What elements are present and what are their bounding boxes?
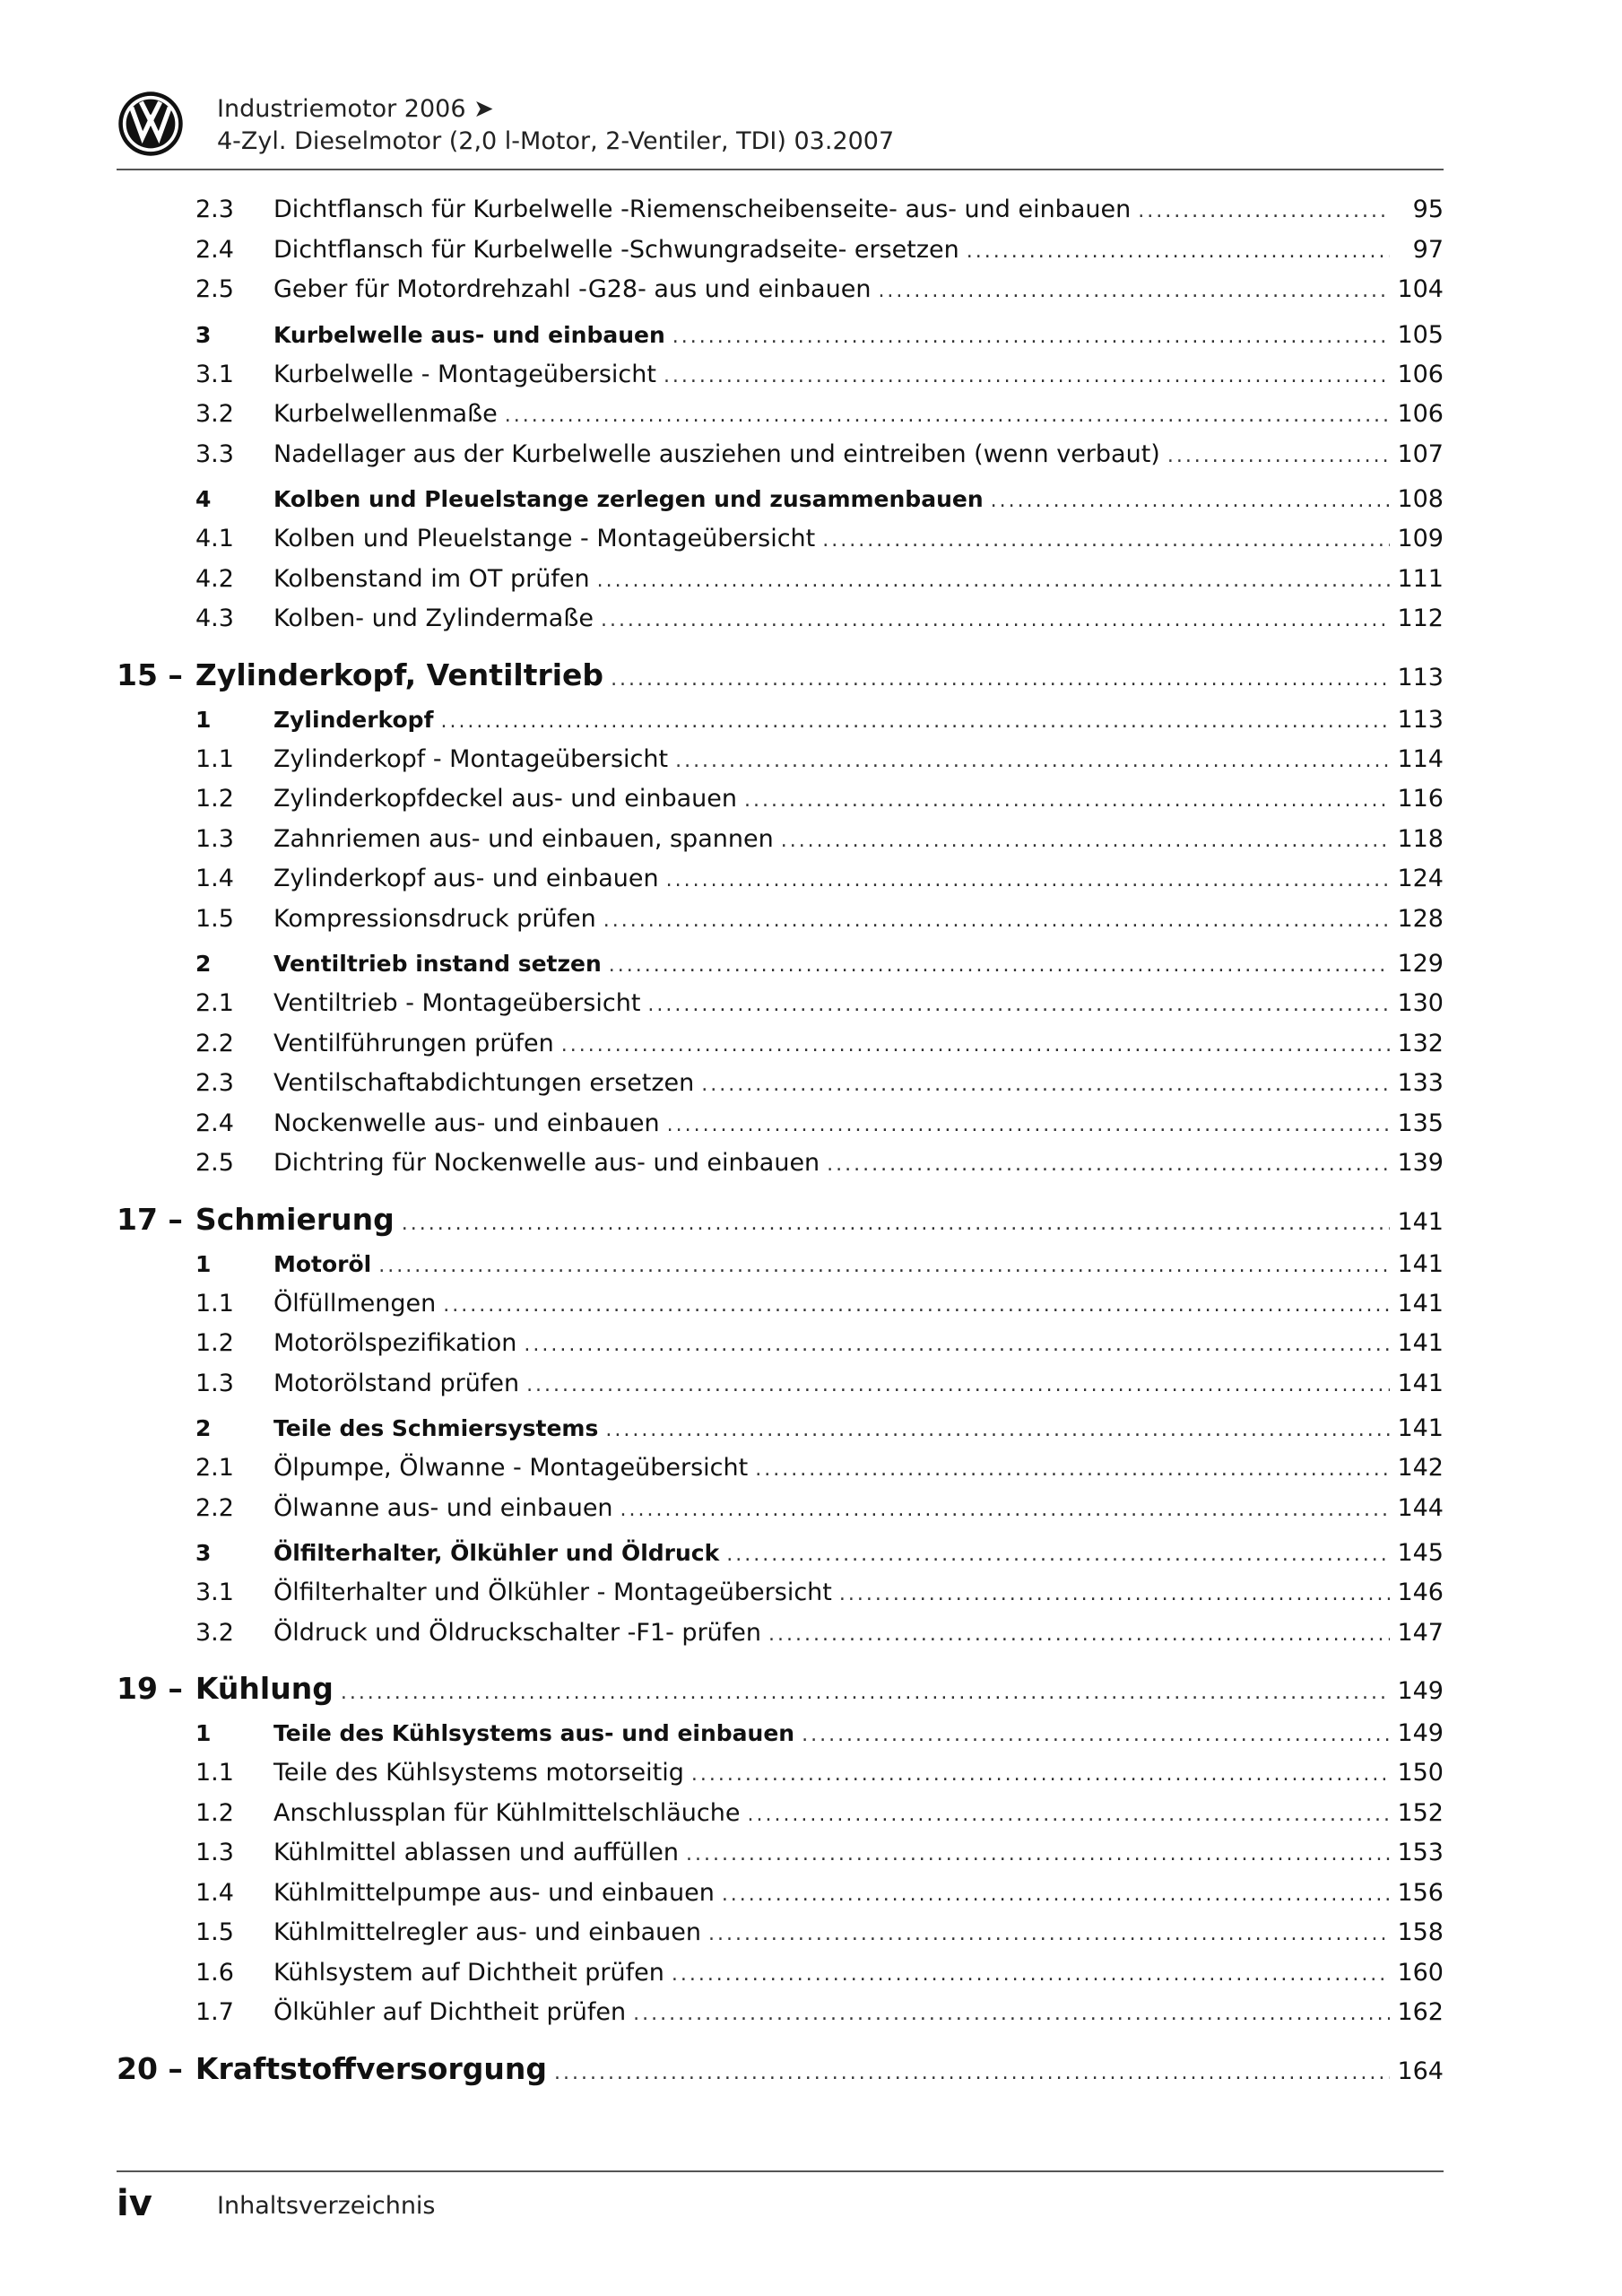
leader-dots bbox=[701, 1074, 1390, 1096]
toc-entry[interactable] bbox=[117, 1959, 1444, 1999]
leader-dots bbox=[524, 1334, 1390, 1356]
toc-title: Motoröl bbox=[273, 1250, 372, 1277]
toc-page: 130 bbox=[1397, 989, 1444, 1017]
leader-dots bbox=[647, 994, 1390, 1016]
toc-title: Teile des Schmiersystems bbox=[273, 1415, 599, 1441]
toc-number: 1.3 bbox=[195, 1839, 234, 1866]
toc-number: 1.3 bbox=[195, 1369, 234, 1397]
toc-entry[interactable] bbox=[117, 1619, 1444, 1659]
toc-entry[interactable] bbox=[117, 1370, 1444, 1410]
toc-title: Dichtflansch für Kurbelwelle -Riemenscheibenseite- aus- und einbauen bbox=[273, 196, 1132, 223]
toc-page: 128 bbox=[1397, 904, 1444, 933]
toc-number: 1.4 bbox=[195, 1878, 234, 1907]
toc-page: 135 bbox=[1397, 1109, 1444, 1137]
toc-number: 1.3 bbox=[195, 824, 234, 853]
toc-page: 111 bbox=[1397, 564, 1444, 593]
leader-dots bbox=[839, 1583, 1390, 1605]
toc-page: 105 bbox=[1397, 320, 1444, 349]
leader-dots bbox=[691, 1763, 1390, 1786]
toc-chapter[interactable] bbox=[117, 1658, 1444, 1714]
leader-dots bbox=[1138, 200, 1390, 222]
toc-title: Ventilführungen prüfen bbox=[273, 1029, 554, 1057]
toc-entry[interactable] bbox=[117, 785, 1444, 825]
header-text bbox=[217, 93, 894, 158]
leader-dots bbox=[744, 789, 1390, 812]
leader-dots bbox=[781, 830, 1390, 852]
leader-dots bbox=[603, 909, 1390, 932]
toc-number: 1 bbox=[195, 1250, 212, 1277]
toc-number: 15 – bbox=[117, 657, 183, 692]
leader-dots bbox=[633, 2003, 1390, 2025]
toc-number: 3 bbox=[195, 321, 212, 348]
toc-title: Anschlussplan für Kühlmittelschläuche bbox=[273, 1798, 741, 1827]
toc-page: 116 bbox=[1397, 785, 1444, 813]
toc-title: Öldruck und Öldruckschalter -F1- prüfen bbox=[273, 1618, 762, 1647]
toc-page: 141 bbox=[1397, 1249, 1444, 1278]
toc-page: 144 bbox=[1397, 1493, 1444, 1522]
toc-title: Kompressionsdruck prüfen bbox=[273, 904, 596, 933]
toc-title: Ölwanne aus- und einbauen bbox=[273, 1493, 613, 1522]
toc-entry[interactable] bbox=[117, 1069, 1444, 1109]
toc-number: 2.4 bbox=[195, 235, 234, 264]
toc-number: 3.1 bbox=[195, 1578, 234, 1606]
vw-logo-icon bbox=[117, 90, 185, 158]
leader-dots bbox=[747, 1804, 1390, 1826]
leader-dots bbox=[440, 710, 1390, 733]
toc-title: Zylinderkopf bbox=[273, 706, 434, 733]
toc-number: 2.3 bbox=[195, 1069, 234, 1097]
leader-dots bbox=[561, 1034, 1390, 1057]
footer-divider bbox=[117, 2170, 1444, 2172]
leader-dots bbox=[726, 1544, 1390, 1566]
toc-number: 4.2 bbox=[195, 564, 234, 593]
leader-dots bbox=[443, 1294, 1390, 1317]
toc-entry[interactable] bbox=[117, 236, 1444, 276]
toc-chapter[interactable] bbox=[117, 645, 1444, 700]
toc-page: 124 bbox=[1397, 865, 1444, 892]
toc-page: 114 bbox=[1397, 744, 1444, 773]
leader-dots bbox=[605, 1419, 1390, 1441]
toc-title: Zylinderkopf - Montageübersicht bbox=[273, 744, 669, 773]
toc-title: Motorölstand prüfen bbox=[273, 1369, 520, 1397]
toc-page: 147 bbox=[1397, 1618, 1444, 1647]
toc-number: 2 bbox=[195, 1415, 212, 1441]
leader-dots bbox=[402, 1213, 1390, 1235]
toc-page: 108 bbox=[1397, 485, 1444, 513]
toc-title: Ölfüllmengen bbox=[273, 1289, 437, 1318]
toc-section[interactable] bbox=[117, 700, 1444, 745]
toc-number: 2.5 bbox=[195, 1149, 234, 1177]
leader-dots bbox=[768, 1623, 1390, 1646]
toc-title: Nadellager aus der Kurbelwelle ausziehen und eintreiben (wenn verbaut) bbox=[273, 439, 1160, 468]
toc-entry[interactable] bbox=[117, 905, 1444, 945]
leader-dots bbox=[378, 1255, 1390, 1277]
toc-title: Teile des Kühlsystems aus- und einbauen bbox=[273, 1720, 795, 1746]
toc-number: 19 – bbox=[117, 1671, 183, 1706]
toc-chapter[interactable] bbox=[117, 2039, 1444, 2094]
toc-page: 141 bbox=[1397, 1414, 1444, 1442]
header-line-2: 4-Zyl. Dieselmotor (2,0 l-Motor, 2-Ventiler, TDI) 03.2007 bbox=[217, 127, 895, 155]
toc-number: 4.3 bbox=[195, 604, 234, 632]
leader-dots bbox=[601, 609, 1390, 631]
toc-page: 149 bbox=[1397, 1677, 1444, 1705]
toc-entry[interactable] bbox=[117, 1494, 1444, 1535]
toc-number: 1.5 bbox=[195, 904, 234, 933]
leader-dots bbox=[722, 1883, 1390, 1906]
toc-section[interactable] bbox=[117, 316, 1444, 361]
toc-title: Ölfilterhalter und Ölkühler - Montageübersicht bbox=[273, 1578, 832, 1606]
footer-page-number: iv bbox=[117, 2183, 152, 2224]
toc-entry[interactable] bbox=[117, 361, 1444, 401]
toc-title: Kraftstoffversorgung bbox=[195, 2050, 547, 2086]
toc-number: 3 bbox=[195, 1540, 212, 1566]
toc-title: Kühlmittelpumpe aus- und einbauen bbox=[273, 1878, 715, 1907]
toc-page: 139 bbox=[1397, 1149, 1444, 1177]
leader-dots bbox=[802, 1724, 1390, 1746]
toc-number: 2.2 bbox=[195, 1029, 234, 1057]
toc-number: 1.2 bbox=[195, 1798, 234, 1827]
toc-entry[interactable] bbox=[117, 1918, 1444, 1959]
toc-page: 141 bbox=[1397, 1289, 1444, 1318]
toc-title: Dichtflansch für Kurbelwelle -Schwungradseite- ersetzen bbox=[273, 235, 959, 264]
toc-entry[interactable] bbox=[117, 1290, 1444, 1330]
toc-page: 156 bbox=[1397, 1878, 1444, 1907]
toc-page: 141 bbox=[1397, 1207, 1444, 1236]
toc-page: 150 bbox=[1397, 1759, 1444, 1787]
toc-number: 3.1 bbox=[195, 360, 234, 388]
toc-section[interactable] bbox=[117, 480, 1444, 525]
toc-entry[interactable] bbox=[117, 1454, 1444, 1494]
toc-number: 2.4 bbox=[195, 1109, 234, 1137]
toc-page: 146 bbox=[1397, 1578, 1444, 1606]
toc-title: Kühlmittel ablassen und auffüllen bbox=[273, 1839, 679, 1866]
toc-entry[interactable] bbox=[117, 565, 1444, 605]
toc-number: 2.2 bbox=[195, 1493, 234, 1522]
toc-number: 1.2 bbox=[195, 785, 234, 813]
toc-number: 3.2 bbox=[195, 400, 234, 428]
toc-number: 2.1 bbox=[195, 1454, 234, 1482]
leader-dots bbox=[672, 326, 1390, 348]
toc-number: 4.1 bbox=[195, 525, 234, 552]
toc-title: Ventiltrieb - Montageübersicht bbox=[273, 989, 641, 1017]
leader-dots bbox=[666, 869, 1390, 891]
toc-number: 17 – bbox=[117, 1201, 183, 1237]
toc-chapter[interactable] bbox=[117, 1189, 1444, 1245]
toc-number: 1.1 bbox=[195, 744, 234, 773]
toc-page: 153 bbox=[1397, 1839, 1444, 1866]
leader-dots bbox=[609, 954, 1390, 977]
leader-dots bbox=[505, 404, 1390, 427]
leader-dots bbox=[341, 1682, 1390, 1704]
toc-entry[interactable] bbox=[117, 745, 1444, 786]
page-header bbox=[117, 90, 1444, 170]
toc-entry[interactable] bbox=[117, 1329, 1444, 1370]
toc-title: Teile des Kühlsystems motorseitig bbox=[273, 1759, 684, 1787]
toc-title: Zylinderkopf, Ventiltrieb bbox=[195, 657, 604, 692]
toc-number: 1 bbox=[195, 1720, 212, 1746]
toc-entry[interactable] bbox=[117, 1998, 1444, 2039]
toc-entry[interactable] bbox=[117, 275, 1444, 316]
toc-page: 164 bbox=[1397, 2057, 1444, 2085]
toc-page: 113 bbox=[1397, 663, 1444, 691]
toc-page: 112 bbox=[1397, 604, 1444, 632]
toc-title: Kühlsystem auf Dichtheit prüfen bbox=[273, 1958, 664, 1987]
leader-dots bbox=[686, 1843, 1390, 1866]
toc-page: 142 bbox=[1397, 1454, 1444, 1482]
toc-title: Kurbelwelle - Montageübersicht bbox=[273, 360, 656, 388]
toc-title: Kühlung bbox=[195, 1671, 334, 1706]
leader-dots bbox=[597, 570, 1390, 592]
toc-entry[interactable] bbox=[117, 1578, 1444, 1619]
toc-page: 95 bbox=[1412, 196, 1444, 223]
toc-page: 97 bbox=[1412, 235, 1444, 264]
toc-entry[interactable] bbox=[117, 525, 1444, 565]
toc-entry[interactable] bbox=[117, 989, 1444, 1030]
toc-entry[interactable] bbox=[117, 1109, 1444, 1150]
toc-title: Kolben und Pleuelstange - Montageübersicht bbox=[273, 525, 816, 552]
toc-section[interactable] bbox=[117, 1714, 1444, 1759]
toc-entry[interactable] bbox=[117, 1839, 1444, 1879]
toc-number: 1.1 bbox=[195, 1289, 234, 1318]
toc-number: 2.1 bbox=[195, 989, 234, 1017]
toc-number: 3.2 bbox=[195, 1618, 234, 1647]
toc-page: 141 bbox=[1397, 1369, 1444, 1397]
leader-dots bbox=[878, 280, 1390, 302]
leader-dots bbox=[611, 668, 1390, 691]
toc-page: 149 bbox=[1397, 1719, 1444, 1747]
toc-entry[interactable] bbox=[117, 1759, 1444, 1799]
toc-entry[interactable] bbox=[117, 1030, 1444, 1070]
toc-entry[interactable] bbox=[117, 604, 1444, 645]
toc-entry[interactable] bbox=[117, 400, 1444, 440]
leader-dots bbox=[755, 1458, 1390, 1481]
toc-section[interactable] bbox=[117, 1245, 1444, 1290]
toc-page: 145 bbox=[1397, 1539, 1444, 1567]
toc-page: 106 bbox=[1397, 360, 1444, 388]
toc-page: 152 bbox=[1397, 1798, 1444, 1827]
toc-entry[interactable] bbox=[117, 1149, 1444, 1189]
toc-entry[interactable] bbox=[117, 865, 1444, 905]
toc-title: Ölkühler auf Dichtheit prüfen bbox=[273, 1998, 627, 2026]
toc-title: Nockenwelle aus- und einbauen bbox=[273, 1109, 660, 1137]
toc-title: Motorölspezifikation bbox=[273, 1329, 517, 1357]
toc-title: Zahnriemen aus- und einbauen, spannen bbox=[273, 824, 774, 853]
toc-page: 107 bbox=[1397, 439, 1444, 468]
leader-dots bbox=[967, 240, 1390, 263]
toc-title: Kühlmittelregler aus- und einbauen bbox=[273, 1918, 701, 1946]
toc-page: 104 bbox=[1397, 275, 1444, 303]
toc-title: Kurbelwelle aus- und einbauen bbox=[273, 321, 665, 348]
toc-page: 162 bbox=[1397, 1998, 1444, 2026]
header-divider bbox=[117, 169, 1444, 170]
footer-section-title: Inhaltsverzeichnis bbox=[217, 2192, 436, 2220]
toc-page: 133 bbox=[1397, 1069, 1444, 1097]
leader-dots bbox=[1167, 445, 1390, 467]
toc-number: 1.6 bbox=[195, 1958, 234, 1987]
toc-number: 20 – bbox=[117, 2050, 183, 2086]
toc-number: 1.1 bbox=[195, 1759, 234, 1787]
leader-dots bbox=[827, 1153, 1390, 1176]
toc-section[interactable] bbox=[117, 1534, 1444, 1578]
toc-title: Ölpumpe, Ölwanne - Montageübersicht bbox=[273, 1454, 749, 1482]
leader-dots bbox=[672, 1963, 1390, 1986]
toc-number: 1.5 bbox=[195, 1918, 234, 1946]
toc-number: 1.7 bbox=[195, 1998, 234, 2026]
toc-number: 1 bbox=[195, 706, 212, 733]
toc-title: Zylinderkopfdeckel aus- und einbauen bbox=[273, 785, 737, 813]
toc-page: 118 bbox=[1397, 824, 1444, 853]
toc-title: Ölfilterhalter, Ölkühler und Öldruck bbox=[273, 1540, 720, 1566]
toc-page: 113 bbox=[1397, 705, 1444, 734]
toc-title: Kurbelwellenmaße bbox=[273, 400, 498, 428]
toc-entry[interactable] bbox=[117, 440, 1444, 481]
toc-page: 141 bbox=[1397, 1329, 1444, 1357]
toc-number: 1.4 bbox=[195, 865, 234, 892]
toc-page: 129 bbox=[1397, 950, 1444, 978]
toc-page: 158 bbox=[1397, 1918, 1444, 1946]
table-of-contents bbox=[117, 196, 1444, 2094]
toc-title: Kolbenstand im OT prüfen bbox=[273, 564, 590, 593]
toc-number: 4 bbox=[195, 486, 212, 512]
leader-dots bbox=[667, 1114, 1390, 1136]
leader-dots bbox=[554, 2062, 1390, 2084]
toc-title: Zylinderkopf aus- und einbauen bbox=[273, 865, 659, 892]
toc-title: Kolben und Pleuelstange zerlegen und zusammenbauen bbox=[273, 486, 984, 512]
toc-title: Geber für Motordrehzahl -G28- aus und einbauen bbox=[273, 275, 872, 303]
toc-title: Kolben- und Zylindermaße bbox=[273, 604, 594, 632]
leader-dots bbox=[708, 1923, 1390, 1945]
toc-number: 3.3 bbox=[195, 439, 234, 468]
toc-entry[interactable] bbox=[117, 1879, 1444, 1919]
toc-number: 2 bbox=[195, 951, 212, 977]
toc-title: Schmierung bbox=[195, 1201, 395, 1237]
toc-title: Dichtring für Nockenwelle aus- und einbauen bbox=[273, 1149, 820, 1177]
toc-page: 109 bbox=[1397, 525, 1444, 552]
toc-title: Ventilschaftabdichtungen ersetzen bbox=[273, 1069, 695, 1097]
toc-page: 160 bbox=[1397, 1958, 1444, 1987]
leader-dots bbox=[675, 750, 1390, 772]
toc-entry[interactable] bbox=[117, 1799, 1444, 1839]
header-line-1: Industriemotor 2006 ➤ bbox=[217, 95, 494, 123]
toc-section[interactable] bbox=[117, 1409, 1444, 1454]
leader-dots bbox=[664, 365, 1390, 387]
toc-entry[interactable] bbox=[117, 196, 1444, 236]
toc-section[interactable] bbox=[117, 944, 1444, 989]
toc-number: 1.2 bbox=[195, 1329, 234, 1357]
leader-dots bbox=[991, 490, 1390, 512]
leader-dots bbox=[526, 1374, 1390, 1396]
leader-dots bbox=[822, 529, 1390, 552]
toc-entry[interactable] bbox=[117, 825, 1444, 865]
toc-title: Ventiltrieb instand setzen bbox=[273, 951, 602, 977]
leader-dots bbox=[620, 1499, 1390, 1521]
toc-page: 132 bbox=[1397, 1029, 1444, 1057]
toc-page: 106 bbox=[1397, 400, 1444, 428]
toc-number: 2.3 bbox=[195, 196, 234, 223]
toc-number: 2.5 bbox=[195, 275, 234, 303]
